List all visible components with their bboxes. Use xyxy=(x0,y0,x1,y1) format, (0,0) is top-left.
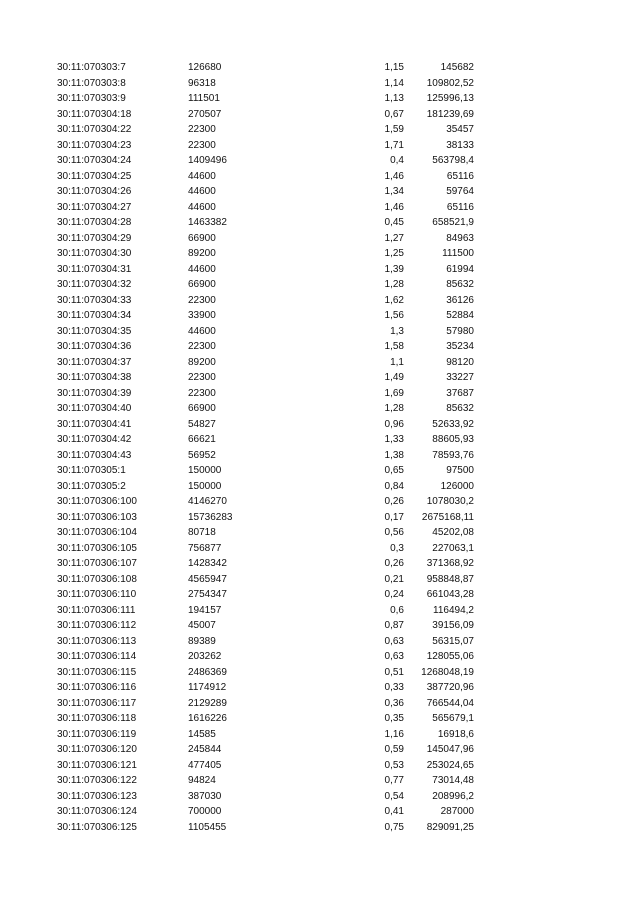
cadastral-number-cell: 30:11:070304:31 xyxy=(57,263,132,275)
table-row xyxy=(57,246,477,262)
cadastral-number-cell: 30:11:070306:110 xyxy=(57,589,137,600)
value-cell: 227063,1 xyxy=(432,542,474,554)
area-cell: 89200 xyxy=(188,248,216,259)
area-cell: 89389 xyxy=(188,635,216,647)
cadastral-number-cell: 30:11:070306:113 xyxy=(57,635,137,647)
cadastral-number-cell: 30:11:070304:36 xyxy=(57,341,132,352)
table-row xyxy=(57,324,477,340)
value-cell: 52633,92 xyxy=(432,418,474,430)
area-cell: 150000 xyxy=(188,480,222,492)
cadastral-number-cell: 30:11:070304:27 xyxy=(57,201,132,213)
cadastral-number-cell: 30:11:070304:25 xyxy=(57,170,132,182)
area-cell: 194157 xyxy=(188,604,222,616)
area-cell: 80718 xyxy=(188,527,216,538)
table-row xyxy=(57,215,477,231)
table-row xyxy=(57,153,477,169)
table-row xyxy=(57,417,477,433)
cadastral-number-cell: 30:11:070303:9 xyxy=(57,93,126,104)
table-row xyxy=(57,804,477,820)
table-row xyxy=(57,556,477,572)
area-cell: 270507 xyxy=(188,108,222,120)
area-cell: 4565947 xyxy=(188,573,227,585)
coefficient-cell: 0,21 xyxy=(384,573,404,585)
table-row xyxy=(57,680,477,696)
coefficient-cell: 0,63 xyxy=(384,651,404,662)
value-cell: 39156,09 xyxy=(432,620,474,631)
table-row xyxy=(57,665,477,681)
value-cell: 65116 xyxy=(446,170,474,182)
table-row xyxy=(57,386,477,402)
table-row xyxy=(57,541,477,557)
area-cell: 1105455 xyxy=(188,821,227,833)
area-cell: 150000 xyxy=(188,465,222,476)
area-cell: 44600 xyxy=(188,325,216,337)
cadastral-number-cell: 30:11:070306:116 xyxy=(57,682,137,693)
area-cell: 2486369 xyxy=(188,666,227,678)
table-row xyxy=(57,773,477,789)
coefficient-cell: 0,3 xyxy=(390,542,404,554)
cadastral-number-cell: 30:11:070304:43 xyxy=(57,449,132,461)
table-row xyxy=(57,510,477,526)
value-cell: 85632 xyxy=(446,279,474,290)
coefficient-cell: 0,41 xyxy=(384,806,404,817)
table-row xyxy=(57,262,477,278)
cadastral-number-cell: 30:11:070306:105 xyxy=(57,542,137,554)
value-cell: 829091,25 xyxy=(426,821,474,833)
coefficient-cell: 1,34 xyxy=(384,186,404,197)
table-row xyxy=(57,603,477,619)
cadastral-number-cell: 30:11:070304:39 xyxy=(57,387,132,399)
table-row xyxy=(57,479,477,495)
table-row xyxy=(57,494,477,510)
area-cell: 66900 xyxy=(188,232,216,244)
cadastral-number-cell: 30:11:070304:26 xyxy=(57,186,132,197)
coefficient-cell: 1,14 xyxy=(384,77,404,89)
cadastral-number-cell: 30:11:070304:40 xyxy=(57,403,132,414)
coefficient-cell: 1,25 xyxy=(384,248,404,259)
area-cell: 56952 xyxy=(188,449,216,461)
table-row xyxy=(57,618,477,634)
area-cell: 96318 xyxy=(188,77,216,89)
coefficient-cell: 0,54 xyxy=(384,790,404,802)
value-cell: 36126 xyxy=(446,294,474,306)
cadastral-number-cell: 30:11:070306:103 xyxy=(57,511,137,523)
coefficient-cell: 1,46 xyxy=(384,201,404,213)
table-row xyxy=(57,138,477,154)
coefficient-cell: 1,38 xyxy=(384,449,404,461)
value-cell: 35457 xyxy=(446,124,474,135)
coefficient-cell: 0,26 xyxy=(384,558,404,569)
value-cell: 145047,96 xyxy=(426,744,474,755)
coefficient-cell: 0,24 xyxy=(384,589,404,600)
coefficient-cell: 0,56 xyxy=(384,527,404,538)
coefficient-cell: 1,28 xyxy=(384,279,404,290)
coefficient-cell: 0,96 xyxy=(384,418,404,430)
value-cell: 33227 xyxy=(446,372,474,383)
area-cell: 22300 xyxy=(188,372,216,383)
coefficient-cell: 0,33 xyxy=(384,682,404,693)
cadastral-number-cell: 30:11:070304:35 xyxy=(57,325,132,337)
value-cell: 958848,87 xyxy=(426,573,474,585)
area-cell: 203262 xyxy=(188,651,222,662)
table-row xyxy=(57,525,477,541)
table-row xyxy=(57,727,477,743)
cadastral-number-cell: 30:11:070306:120 xyxy=(57,744,137,755)
table-row xyxy=(57,184,477,200)
cadastral-number-cell: 30:11:070306:118 xyxy=(57,713,137,724)
coefficient-cell: 1,49 xyxy=(384,372,404,383)
coefficient-cell: 0,77 xyxy=(384,775,404,786)
cadastral-number-cell: 30:11:070304:37 xyxy=(57,356,132,368)
area-cell: 44600 xyxy=(188,201,216,213)
area-cell: 387030 xyxy=(188,790,222,802)
table-row xyxy=(57,758,477,774)
cadastral-number-cell: 30:11:070304:38 xyxy=(57,372,132,383)
cadastral-number-cell: 30:11:070304:29 xyxy=(57,232,132,244)
table-row xyxy=(57,634,477,650)
cadastral-number-cell: 30:11:070306:111 xyxy=(57,604,136,616)
cadastral-number-cell: 30:11:070306:121 xyxy=(57,759,137,771)
coefficient-cell: 1,71 xyxy=(384,139,404,151)
area-cell: 245844 xyxy=(188,744,222,755)
coefficient-cell: 1,33 xyxy=(384,434,404,445)
coefficient-cell: 1,27 xyxy=(384,232,404,244)
value-cell: 73014,48 xyxy=(432,775,474,786)
coefficient-cell: 0,36 xyxy=(384,697,404,709)
area-cell: 66900 xyxy=(188,403,216,414)
value-cell: 85632 xyxy=(446,403,474,414)
value-cell: 97500 xyxy=(446,465,474,476)
value-cell: 2675168,11 xyxy=(421,511,474,523)
coefficient-cell: 0,84 xyxy=(384,480,404,492)
value-cell: 65116 xyxy=(446,201,474,213)
coefficient-cell: 0,87 xyxy=(384,620,404,631)
value-cell: 661043,28 xyxy=(426,589,474,600)
value-cell: 88605,93 xyxy=(432,434,474,445)
value-cell: 126000 xyxy=(440,480,474,492)
value-cell: 16918,6 xyxy=(437,728,474,740)
value-cell: 371368,92 xyxy=(426,558,474,569)
table-row xyxy=(57,107,477,123)
table-row xyxy=(57,339,477,355)
cadastral-number-cell: 30:11:070304:30 xyxy=(57,248,132,259)
table-row xyxy=(57,277,477,293)
coefficient-cell: 1,39 xyxy=(384,263,404,275)
table-row xyxy=(57,308,477,324)
table-row xyxy=(57,91,477,107)
area-cell: 2754347 xyxy=(188,589,227,600)
area-cell: 1616226 xyxy=(188,713,227,724)
cadastral-number-cell: 30:11:070304:41 xyxy=(57,418,132,430)
cadastral-number-cell: 30:11:070304:32 xyxy=(57,279,132,290)
table-row xyxy=(57,370,477,386)
value-cell: 109802,52 xyxy=(426,77,474,89)
coefficient-cell: 0,45 xyxy=(384,217,404,228)
value-cell: 116494,2 xyxy=(433,604,474,616)
cadastral-number-cell: 30:11:070303:8 xyxy=(57,77,126,89)
area-cell: 22300 xyxy=(188,124,216,135)
table-row xyxy=(57,820,477,836)
area-cell: 1174912 xyxy=(188,682,227,693)
area-cell: 45007 xyxy=(188,620,216,631)
table-row xyxy=(57,200,477,216)
cadastral-number-cell: 30:11:070306:115 xyxy=(57,666,137,678)
area-cell: 89200 xyxy=(188,356,216,368)
table-row xyxy=(57,696,477,712)
value-cell: 658521,9 xyxy=(432,217,474,228)
value-cell: 61994 xyxy=(446,263,474,275)
table-row xyxy=(57,355,477,371)
coefficient-cell: 1,69 xyxy=(384,387,404,399)
area-cell: 33900 xyxy=(188,310,216,321)
cadastral-number-cell: 30:11:070306:104 xyxy=(57,527,137,538)
table-row xyxy=(57,122,477,138)
value-cell: 56315,07 xyxy=(432,635,474,647)
table-row xyxy=(57,742,477,758)
table-row xyxy=(57,587,477,603)
table-row xyxy=(57,463,477,479)
table-row xyxy=(57,649,477,665)
coefficient-cell: 0,75 xyxy=(384,821,404,833)
area-cell: 66900 xyxy=(188,279,216,290)
cadastral-number-cell: 30:11:070306:108 xyxy=(57,573,137,585)
cadastral-number-cell: 30:11:070306:114 xyxy=(57,651,137,662)
value-cell: 1078030,2 xyxy=(426,496,474,507)
cadastral-number-cell: 30:11:070305:2 xyxy=(57,480,126,492)
coefficient-cell: 1,28 xyxy=(384,403,404,414)
value-cell: 565679,1 xyxy=(432,713,474,724)
value-cell: 1268048,19 xyxy=(421,666,474,678)
cadastral-number-cell: 30:11:070304:34 xyxy=(57,310,132,321)
area-cell: 2129289 xyxy=(188,697,227,709)
cadastral-number-cell: 30:11:070304:28 xyxy=(57,217,132,228)
value-cell: 45202,08 xyxy=(432,527,474,538)
cadastral-number-cell: 30:11:070305:1 xyxy=(57,465,126,476)
cadastral-number-cell: 30:11:070306:125 xyxy=(57,821,137,833)
coefficient-cell: 0,53 xyxy=(384,759,404,771)
value-cell: 57980 xyxy=(446,325,474,337)
coefficient-cell: 0,51 xyxy=(384,666,404,678)
coefficient-cell: 1,1 xyxy=(390,356,404,368)
area-cell: 15736283 xyxy=(188,511,233,523)
table-row xyxy=(57,231,477,247)
coefficient-cell: 1,59 xyxy=(384,124,404,135)
value-cell: 128055,06 xyxy=(426,651,474,662)
coefficient-cell: 1,56 xyxy=(384,310,404,321)
value-cell: 387720,96 xyxy=(426,682,474,693)
area-cell: 66621 xyxy=(188,434,216,445)
cadastral-number-cell: 30:11:070304:18 xyxy=(57,108,132,120)
cadastral-number-cell: 30:11:070304:24 xyxy=(57,155,132,166)
area-cell: 44600 xyxy=(188,186,216,197)
table-row xyxy=(57,789,477,805)
value-cell: 145682 xyxy=(440,62,474,73)
area-cell: 756877 xyxy=(188,542,222,554)
coefficient-cell: 0,17 xyxy=(384,511,404,523)
value-cell: 84963 xyxy=(446,232,474,244)
coefficient-cell: 0,65 xyxy=(384,465,404,476)
value-cell: 35234 xyxy=(446,341,474,352)
value-cell: 98120 xyxy=(446,356,474,368)
coefficient-cell: 1,13 xyxy=(384,93,404,104)
cadastral-number-cell: 30:11:070303:7 xyxy=(57,62,126,73)
coefficient-cell: 0,35 xyxy=(384,713,404,724)
cadastral-number-cell: 30:11:070306:100 xyxy=(57,496,137,507)
cadastral-number-cell: 30:11:070306:123 xyxy=(57,790,137,802)
cadastral-number-cell: 30:11:070306:124 xyxy=(57,806,137,817)
coefficient-cell: 0,59 xyxy=(384,744,404,755)
area-cell: 700000 xyxy=(188,806,222,817)
area-cell: 94824 xyxy=(188,775,216,786)
area-cell: 1463382 xyxy=(188,217,227,228)
value-cell: 766544,04 xyxy=(426,697,474,709)
coefficient-cell: 0,4 xyxy=(390,155,404,166)
value-cell: 52884 xyxy=(446,310,474,321)
area-cell: 54827 xyxy=(188,418,216,430)
area-cell: 22300 xyxy=(188,387,216,399)
cadastral-number-cell: 30:11:070304:33 xyxy=(57,294,132,306)
cadastral-number-cell: 30:11:070306:122 xyxy=(57,775,137,786)
value-cell: 111500 xyxy=(442,248,474,259)
coefficient-cell: 1,46 xyxy=(384,170,404,182)
table-row xyxy=(57,572,477,588)
value-cell: 208996,2 xyxy=(432,790,474,802)
table-row xyxy=(57,711,477,727)
cadastral-number-cell: 30:11:070304:42 xyxy=(57,434,132,445)
value-cell: 181239,69 xyxy=(426,108,474,120)
table-row xyxy=(57,293,477,309)
area-cell: 14585 xyxy=(188,728,216,740)
coefficient-cell: 1,58 xyxy=(384,341,404,352)
value-cell: 78593,76 xyxy=(432,449,474,461)
value-cell: 125996,13 xyxy=(426,93,474,104)
area-cell: 4146270 xyxy=(188,496,227,507)
coefficient-cell: 1,3 xyxy=(390,325,404,337)
area-cell: 1409496 xyxy=(188,155,227,166)
table-row xyxy=(57,401,477,417)
coefficient-cell: 1,16 xyxy=(384,728,404,740)
coefficient-cell: 1,15 xyxy=(384,62,404,73)
area-cell: 477405 xyxy=(188,759,222,771)
cadastral-number-cell: 30:11:070306:107 xyxy=(57,558,137,569)
table-row xyxy=(57,60,477,76)
area-cell: 126680 xyxy=(188,62,222,73)
coefficient-cell: 0,67 xyxy=(384,108,404,120)
coefficient-cell: 0,6 xyxy=(390,604,404,616)
table-row xyxy=(57,448,477,464)
cadastral-number-cell: 30:11:070306:117 xyxy=(57,697,137,709)
table-row xyxy=(57,169,477,185)
area-cell: 22300 xyxy=(188,341,216,352)
value-cell: 59764 xyxy=(446,186,474,197)
value-cell: 37687 xyxy=(446,387,474,399)
table-row xyxy=(57,76,477,92)
cadastral-number-cell: 30:11:070304:22 xyxy=(57,124,132,135)
area-cell: 44600 xyxy=(188,263,216,275)
cadastral-number-cell: 30:11:070306:112 xyxy=(57,620,137,631)
coefficient-cell: 1,62 xyxy=(384,294,404,306)
table-row xyxy=(57,432,477,448)
area-cell: 44600 xyxy=(188,170,216,182)
value-cell: 287000 xyxy=(440,806,474,817)
coefficient-cell: 0,26 xyxy=(384,496,404,507)
area-cell: 22300 xyxy=(188,294,216,306)
value-cell: 563798,4 xyxy=(432,155,474,166)
area-cell: 111501 xyxy=(188,93,220,104)
data-table xyxy=(57,60,477,835)
cadastral-number-cell: 30:11:070304:23 xyxy=(57,139,132,151)
value-cell: 253024,65 xyxy=(426,759,474,771)
area-cell: 1428342 xyxy=(188,558,227,569)
value-cell: 38133 xyxy=(446,139,474,151)
coefficient-cell: 0,63 xyxy=(384,635,404,647)
area-cell: 22300 xyxy=(188,139,216,151)
cadastral-number-cell: 30:11:070306:119 xyxy=(57,728,137,740)
